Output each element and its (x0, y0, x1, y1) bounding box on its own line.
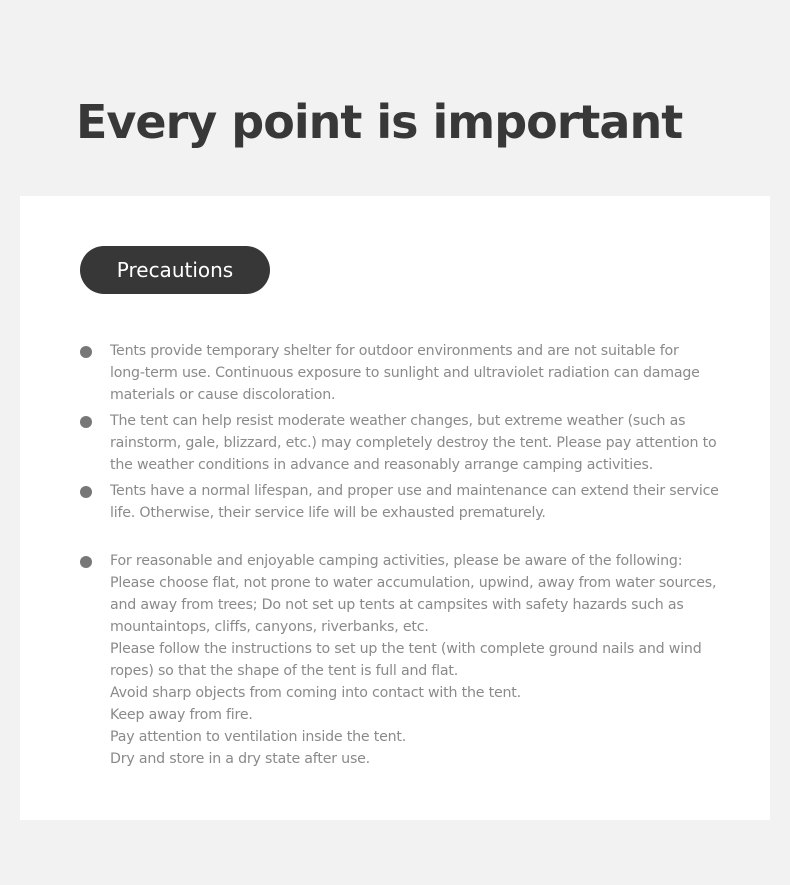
list-item (80, 340, 720, 406)
text-line: Tents provide temporary shelter for outdoor environments and are not suitable for (110, 343, 679, 359)
bullet-dot-icon (80, 346, 92, 358)
text-line: Dry and store in a dry state after use. (110, 751, 370, 767)
list-item-text (110, 340, 720, 406)
text-line: Avoid sharp objects from coming into contact with the tent. (110, 685, 521, 701)
bullet-dot-icon (80, 416, 92, 428)
precautions-card (20, 196, 770, 820)
text-line: ropes) so that the shape of the tent is full and flat. (110, 663, 459, 679)
text-line: rainstorm, gale, blizzard, etc.) may completely destroy the tent. Please pay attention to (110, 435, 717, 451)
text-line: For reasonable and enjoyable camping activities, please be aware of the following: (110, 553, 683, 569)
list-item-text (110, 410, 720, 476)
text-line: life. Otherwise, their service life will be exhausted prematurely. (110, 505, 546, 521)
text-line: the weather conditions in advance and reasonably arrange camping activities. (110, 457, 654, 473)
text-line: and away from trees; Do not set up tents at campsites with safety hazards such as (110, 597, 684, 613)
text-line: long-term use. Continuous exposure to sunlight and ultraviolet radiation can damage (110, 365, 700, 381)
text-line: The tent can help resist moderate weather changes, but extreme weather (such as (110, 413, 686, 429)
bullet-dot-icon (80, 556, 92, 568)
section-badge: Precautions (80, 246, 270, 294)
text-line: Please choose flat, not prone to water accumulation, upwind, away from water sources, (110, 575, 717, 591)
list-item-text (110, 480, 720, 524)
list-item (80, 410, 720, 476)
text-line: Please follow the instructions to set up the tent (with complete ground nails and wind (110, 641, 702, 657)
bullet-dot-icon (80, 486, 92, 498)
list-item (80, 480, 720, 524)
text-line: materials or cause discoloration. (110, 387, 336, 403)
list-item-text (110, 550, 720, 770)
list-item (80, 550, 720, 770)
text-line: mountaintops, cliffs, canyons, riverbanks, etc. (110, 619, 429, 635)
page-title: Every point is important (76, 95, 683, 149)
text-line: Pay attention to ventilation inside the tent. (110, 729, 407, 745)
text-line: Keep away from fire. (110, 707, 253, 723)
text-line: Tents have a normal lifespan, and proper use and maintenance can extend their service (110, 483, 719, 499)
